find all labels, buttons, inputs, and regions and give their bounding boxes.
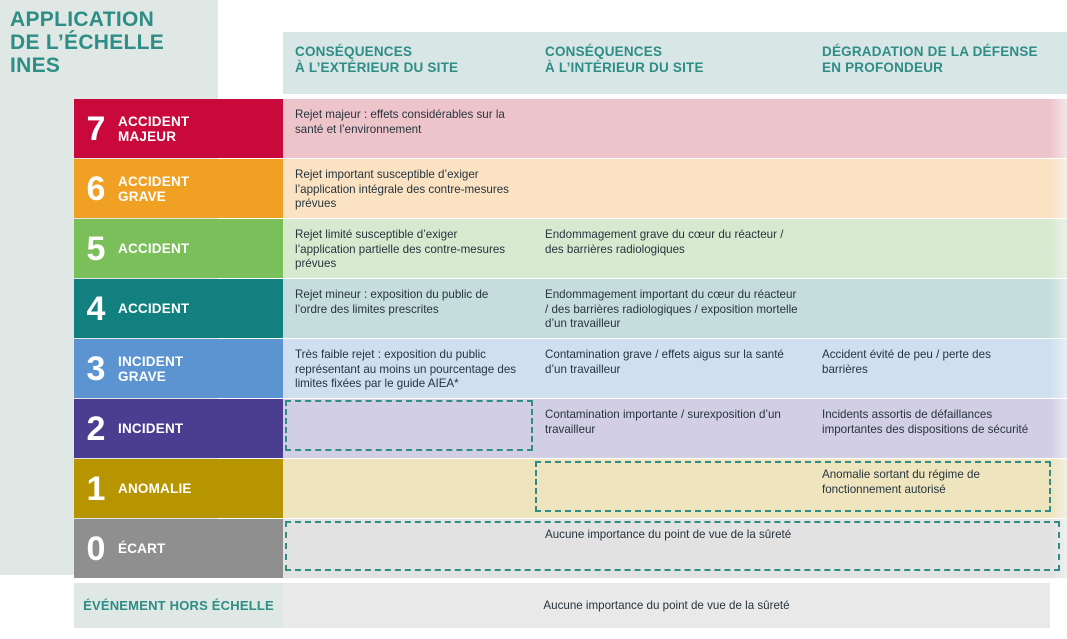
cell-consequences-exterieur: Rejet mineur : exposition du public de l’ordre des limites prescrites [283, 279, 533, 338]
header-line2: EN PROFONDEUR [822, 60, 944, 75]
scale-row[interactable] [0, 399, 1067, 458]
level-name: ÉCART [118, 541, 166, 556]
scale-row[interactable] [0, 459, 1067, 518]
header-line2: À L’INTÉRIEUR DU SITE [545, 60, 704, 75]
level-label-2 [74, 399, 283, 458]
scale-row[interactable] [0, 519, 1067, 578]
level-number: 6 [86, 169, 106, 208]
level-label-1 [74, 459, 283, 518]
cell-degradation-defense: Accident évité de peu / perte des barrières [810, 339, 1050, 398]
level-name: ANOMALIE [118, 481, 192, 496]
level-name: ACCIDENT MAJEUR [118, 113, 190, 144]
level-number: 3 [86, 349, 106, 388]
level-label-7 [74, 99, 283, 158]
page-title [10, 8, 220, 77]
cell-fade [1050, 459, 1067, 518]
cell-degradation-defense [810, 519, 1050, 578]
level-number: 4 [86, 289, 106, 328]
level-number: 0 [86, 529, 106, 568]
cell-consequences-interieur [533, 159, 810, 218]
cell-consequences-interieur: Contamination importante / surexposition d’un travailleur [533, 399, 810, 458]
row-cells [283, 99, 1067, 158]
cell-consequences-exterieur: Rejet important susceptible d’exiger l’application intégrale des contre-mesures prévues [283, 159, 533, 218]
level-label-4 [74, 279, 283, 338]
row-cells [283, 279, 1067, 338]
scale-row[interactable] [0, 99, 1067, 158]
header-consequences-interieur [533, 32, 810, 94]
footer-label: ÉVÉNEMENT HORS ÉCHELLE [74, 583, 283, 628]
page-title-line2: DE L’ÉCHELLE INES [10, 31, 165, 77]
header-line1: CONSÉQUENCES [295, 44, 413, 59]
level-name: INCIDENT [118, 421, 184, 436]
level-number: 5 [86, 229, 106, 268]
level-label-3 [74, 339, 283, 398]
header-spacer [1050, 32, 1067, 94]
scale-row[interactable] [0, 339, 1067, 398]
scale-row[interactable] [0, 159, 1067, 218]
cell-consequences-interieur: Aucune importance du point de vue de la sûreté [533, 519, 810, 578]
cell-consequences-exterieur: Rejet limité susceptible d’exiger l’application partielle des contre-mesures prévues [283, 219, 533, 278]
level-name: ACCIDENT [118, 241, 190, 256]
cell-degradation-defense [810, 219, 1050, 278]
header-line2: À L’EXTÉRIEUR DU SITE [295, 60, 459, 75]
level-name: ACCIDENT [118, 301, 190, 316]
level-number: 1 [86, 469, 106, 508]
cell-fade [1050, 219, 1067, 278]
cell-consequences-exterieur [283, 459, 533, 518]
cell-fade [1050, 339, 1067, 398]
row-cells [283, 159, 1067, 218]
cell-consequences-interieur: Endommagement important du cœur du réacteur / des barrières radiologiques / exposition mortelle d’un travailleur [533, 279, 810, 338]
cell-degradation-defense: Anomalie sortant du régime de fonctionnement autorisé [810, 459, 1050, 518]
row-cells [283, 519, 1067, 578]
cell-consequences-interieur: Contamination grave / effets aigus sur la santé d’un travailleur [533, 339, 810, 398]
scale-row[interactable] [0, 219, 1067, 278]
cell-fade [1050, 519, 1067, 578]
level-name: ACCIDENT GRAVE [118, 173, 190, 204]
header-consequences-exterieur [283, 32, 533, 94]
level-number: 7 [86, 109, 106, 148]
cell-degradation-defense [810, 99, 1050, 158]
level-number: 2 [86, 409, 106, 448]
footer-text: Aucune importance du point de vue de la sûreté [283, 583, 1050, 628]
cell-consequences-exterieur: Très faible rejet : exposition du public représentant au moins un pourcentage des limites fixées par le guide AIEA* [283, 339, 533, 398]
level-name: INCIDENT GRAVE [118, 353, 184, 384]
row-cells [283, 219, 1067, 278]
cell-consequences-exterieur [283, 519, 533, 578]
cell-degradation-defense: Incidents assortis de défaillances importantes des dispositions de sécurité [810, 399, 1050, 458]
level-label-5 [74, 219, 283, 278]
row-cells [283, 399, 1067, 458]
cell-fade [1050, 99, 1067, 158]
scale-row[interactable] [0, 279, 1067, 338]
cell-consequences-exterieur [283, 399, 533, 458]
cell-fade [1050, 159, 1067, 218]
header-degradation-defense [810, 32, 1050, 94]
page-title-line1: APPLICATION [10, 8, 155, 31]
cell-degradation-defense [810, 159, 1050, 218]
level-label-6 [74, 159, 283, 218]
cell-fade [1050, 279, 1067, 338]
cell-consequences-exterieur: Rejet majeur : effets considérables sur la santé et l’environnement [283, 99, 533, 158]
row-cells [283, 459, 1067, 518]
cell-degradation-defense [810, 279, 1050, 338]
header-line1: DÉGRADATION DE LA DÉFENSE [822, 44, 1038, 59]
level-label-0 [74, 519, 283, 578]
row-cells [283, 339, 1067, 398]
cell-consequences-interieur [533, 459, 810, 518]
cell-fade [1050, 399, 1067, 458]
cell-consequences-interieur: Endommagement grave du cœur du réacteur / des barrières radiologiques [533, 219, 810, 278]
header-line1: CONSÉQUENCES [545, 44, 663, 59]
table-header-row [283, 32, 1067, 94]
cell-consequences-interieur [533, 99, 810, 158]
